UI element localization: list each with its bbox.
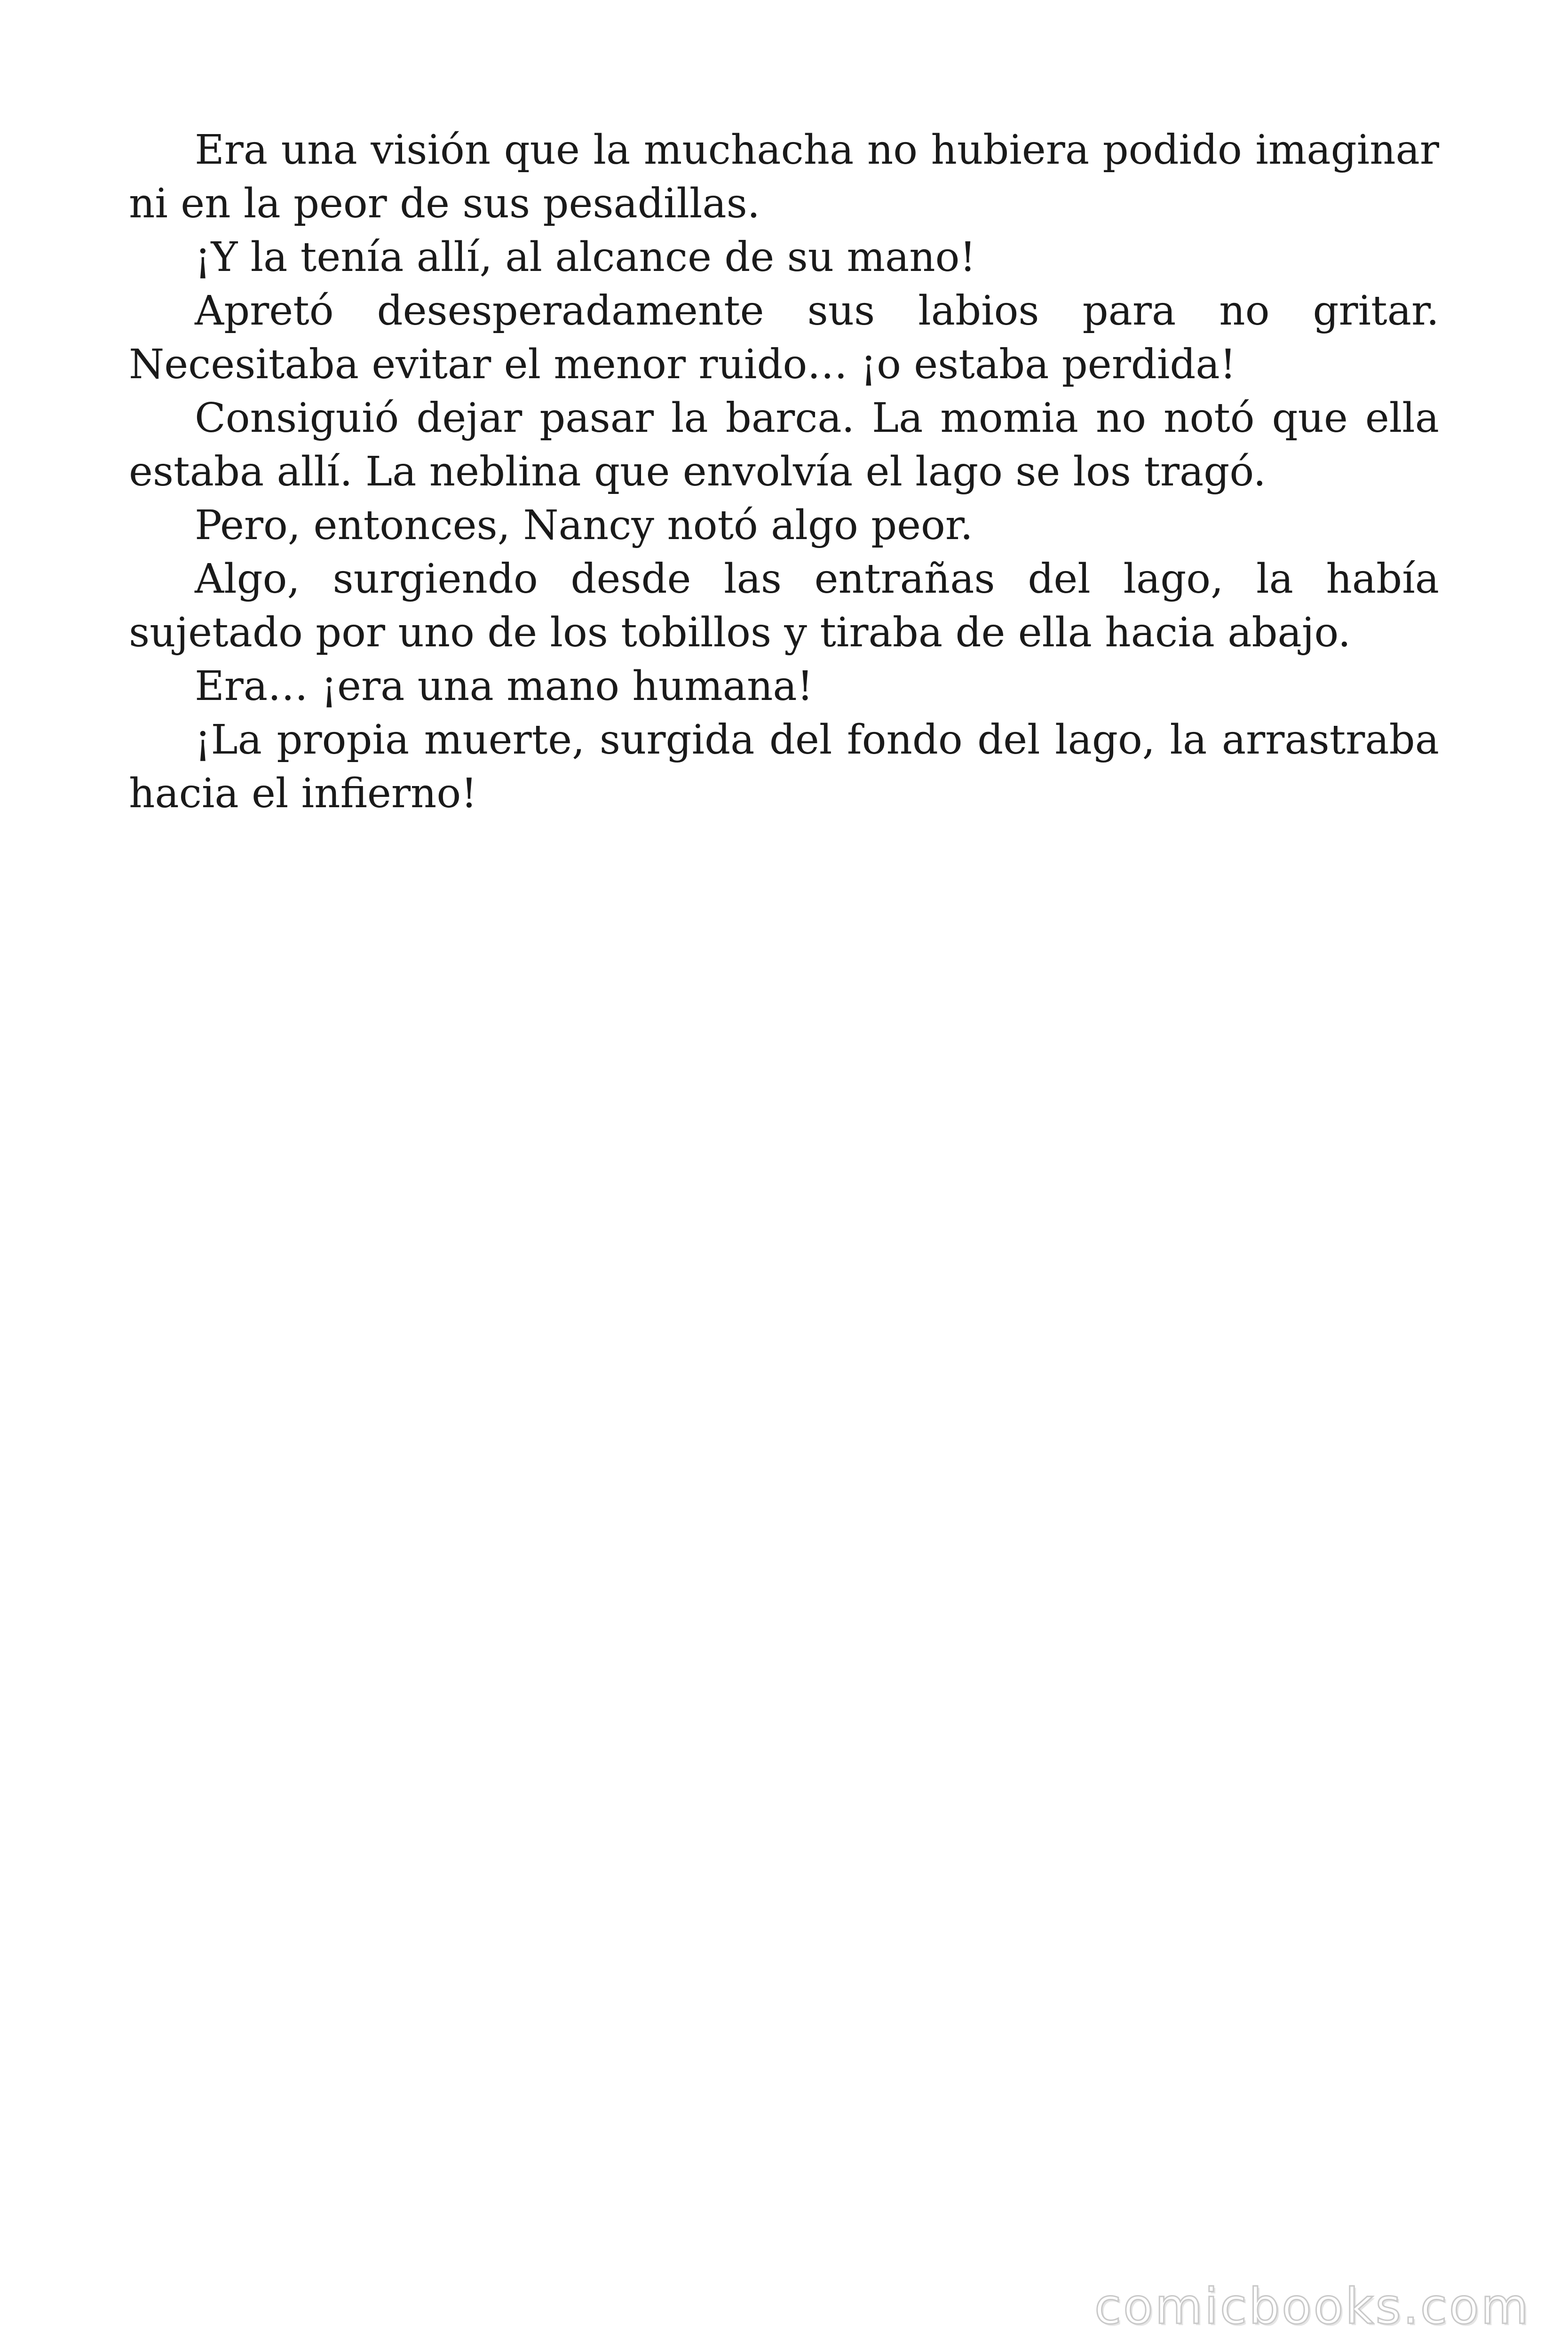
paragraph: Era… ¡era una mano humana! bbox=[195, 663, 814, 710]
paragraph: Consiguió dejar pasar la barca. La momia no notó que ella estaba allí. La neblina que envolvía el lago se los tragó. bbox=[129, 395, 1439, 495]
paragraph: Algo, surgiendo desde las entrañas del lago, la había sujetado por uno de los tobillos y tiraba de ella hacia abajo. bbox=[129, 556, 1439, 656]
body-text bbox=[129, 123, 1439, 820]
paragraph: Apretó desesperadamente sus labios para no gritar. Necesitaba evitar el menor ruido… ¡o estaba perdida! bbox=[129, 287, 1439, 388]
paragraph: Pero, entonces, Nancy notó algo peor. bbox=[195, 502, 973, 549]
watermark: comicbooks.com bbox=[1094, 2278, 1530, 2335]
paragraph: ¡La propia muerte, surgida del fondo del lago, la arrastraba hacia el infierno! bbox=[129, 716, 1439, 817]
paragraph: ¡Y la tenía allí, al alcance de su mano! bbox=[195, 234, 976, 281]
paragraph: Era una visión que la muchacha no hubiera podido imaginar ni en la peor de sus pesadillas. bbox=[129, 127, 1439, 227]
